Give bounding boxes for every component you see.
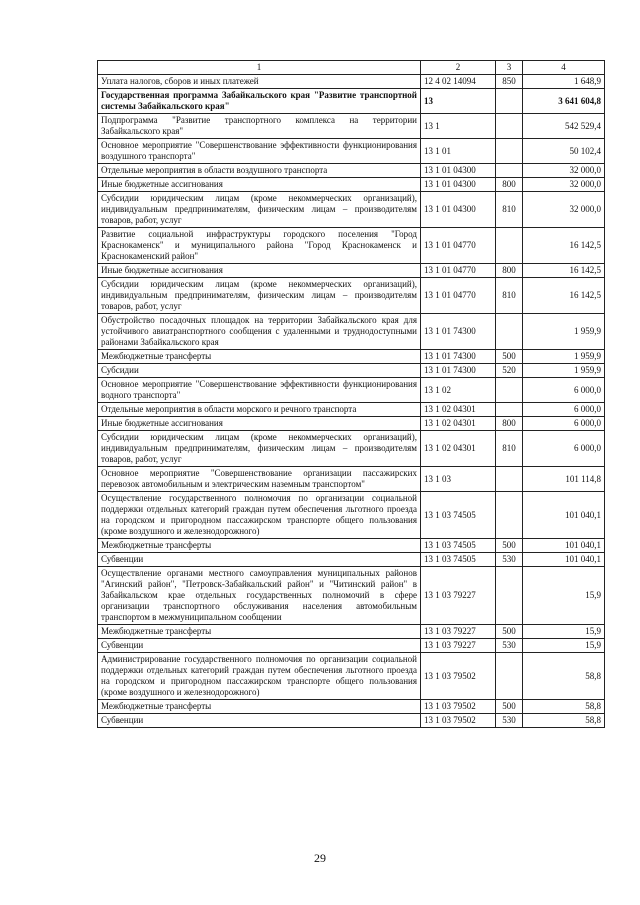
table-row (98, 417, 605, 431)
row-name-cell: Отдельные мероприятия в области воздушного транспорта (98, 164, 421, 178)
row-code-cell: 13 (421, 89, 496, 114)
row-expense-type-cell (496, 228, 523, 264)
row-amount-cell: 15,9 (523, 567, 605, 625)
table-row (98, 403, 605, 417)
row-amount-cell: 16 142,5 (523, 264, 605, 278)
row-name-cell: Развитие социальной инфраструктуры городского поселения "Город Краснокаменск" и муниципального района "Город Краснокаменск и Краснокаменский район" (98, 228, 421, 264)
row-expense-type-cell: 500 (496, 539, 523, 553)
row-name-cell: Осуществление государственного полномочия по организации социальной поддержки отдельных категорий граждан путем обеспечения льготного проезда на городском и пригородном пассажирском транспорте общего пользования (кроме воздушного и железнодорожного) (98, 492, 421, 539)
row-code-cell: 13 1 02 04301 (421, 417, 496, 431)
row-expense-type-cell (496, 653, 523, 700)
row-amount-cell: 6 000,0 (523, 417, 605, 431)
row-amount-cell: 6 000,0 (523, 403, 605, 417)
row-amount-cell: 50 102,4 (523, 139, 605, 164)
table-row (98, 567, 605, 625)
row-code-cell: 13 1 03 74505 (421, 553, 496, 567)
row-expense-type-cell: 500 (496, 350, 523, 364)
row-amount-cell: 32 000,0 (523, 192, 605, 228)
table-row (98, 639, 605, 653)
row-amount-cell: 15,9 (523, 639, 605, 653)
table-row (98, 625, 605, 639)
table-row (98, 714, 605, 728)
header-col-name: 1 (98, 61, 421, 75)
row-name-cell: Иные бюджетные ассигнования (98, 417, 421, 431)
row-expense-type-cell: 810 (496, 192, 523, 228)
row-expense-type-cell (496, 164, 523, 178)
row-name-cell: Обустройство посадочных площадок на территории Забайкальского края для устойчивого авиатранспортного сообщения с удаленными и труднодоступными районами Забайкальского края (98, 314, 421, 350)
row-code-cell: 13 1 01 04300 (421, 192, 496, 228)
row-code-cell: 13 1 03 79227 (421, 639, 496, 653)
row-amount-cell: 101 114,8 (523, 467, 605, 492)
row-amount-cell: 6 000,0 (523, 431, 605, 467)
row-amount-cell: 58,8 (523, 653, 605, 700)
row-amount-cell: 15,9 (523, 625, 605, 639)
table-row (98, 278, 605, 314)
table-row (98, 553, 605, 567)
table-body (98, 75, 605, 728)
row-name-cell: Субвенции (98, 714, 421, 728)
row-expense-type-cell: 800 (496, 178, 523, 192)
table-row (98, 139, 605, 164)
row-name-cell: Субсидии юридическим лицам (кроме некоммерческих организаций), индивидуальным предпринимателям, физическим лицам – производителям товаров, работ, услуг (98, 192, 421, 228)
budget-table (97, 60, 605, 728)
row-amount-cell: 101 040,1 (523, 492, 605, 539)
row-name-cell: Отдельные мероприятия в области морского и речного транспорта (98, 403, 421, 417)
table-row (98, 314, 605, 350)
row-code-cell: 13 1 01 04300 (421, 164, 496, 178)
row-expense-type-cell (496, 492, 523, 539)
row-code-cell: 13 1 01 74300 (421, 364, 496, 378)
row-code-cell: 13 1 03 79502 (421, 653, 496, 700)
row-code-cell: 13 1 03 74505 (421, 539, 496, 553)
row-amount-cell: 1 959,9 (523, 314, 605, 350)
row-expense-type-cell: 810 (496, 278, 523, 314)
row-name-cell: Иные бюджетные ассигнования (98, 178, 421, 192)
table-row (98, 264, 605, 278)
row-expense-type-cell: 530 (496, 553, 523, 567)
row-name-cell: Администрирование государственного полномочия по организации социальной поддержки отдельных категорий граждан путем обеспечения льготного проезда на городском и пригородном пассажирском транспорте общего пользования (кроме воздушного и железнодорожного) (98, 653, 421, 700)
row-expense-type-cell (496, 314, 523, 350)
table-row (98, 653, 605, 700)
table-row (98, 192, 605, 228)
table-row (98, 700, 605, 714)
row-amount-cell: 542 529,4 (523, 114, 605, 139)
row-amount-cell: 1 959,9 (523, 350, 605, 364)
row-name-cell: Субсидии юридическим лицам (кроме некоммерческих организаций), индивидуальным предпринимателям, физическим лицам – производителям товаров, работ, услуг (98, 278, 421, 314)
row-expense-type-cell: 800 (496, 417, 523, 431)
row-amount-cell: 101 040,1 (523, 553, 605, 567)
row-amount-cell: 1 959,9 (523, 364, 605, 378)
row-amount-cell: 101 040,1 (523, 539, 605, 553)
row-code-cell: 13 1 02 04301 (421, 403, 496, 417)
row-name-cell: Основное мероприятие "Совершенствование эффективности функционирования воздушного транспорта" (98, 139, 421, 164)
row-amount-cell: 32 000,0 (523, 178, 605, 192)
row-name-cell: Основное мероприятие "Совершенствование организации пассажирских перевозок автомобильным и электрическим наземным транспортом" (98, 467, 421, 492)
row-expense-type-cell: 530 (496, 639, 523, 653)
row-amount-cell: 6 000,0 (523, 378, 605, 403)
table-row (98, 378, 605, 403)
row-name-cell: Субсидии (98, 364, 421, 378)
row-code-cell: 12 4 02 14094 (421, 75, 496, 89)
row-amount-cell: 16 142,5 (523, 228, 605, 264)
table-row (98, 364, 605, 378)
row-amount-cell: 1 648,9 (523, 75, 605, 89)
row-expense-type-cell (496, 89, 523, 114)
row-expense-type-cell (496, 467, 523, 492)
row-expense-type-cell (496, 567, 523, 625)
table-row (98, 114, 605, 139)
table-row (98, 492, 605, 539)
row-name-cell: Иные бюджетные ассигнования (98, 264, 421, 278)
row-expense-type-cell (496, 139, 523, 164)
row-amount-cell: 58,8 (523, 700, 605, 714)
row-name-cell: Межбюджетные трансферты (98, 700, 421, 714)
row-code-cell: 13 1 01 74300 (421, 314, 496, 350)
table-row (98, 350, 605, 364)
row-code-cell: 13 1 (421, 114, 496, 139)
header-col-amount: 4 (523, 61, 605, 75)
row-amount-cell: 58,8 (523, 714, 605, 728)
row-name-cell: Основное мероприятие "Совершенствование эффективности функционирования водного транспорта" (98, 378, 421, 403)
row-code-cell: 13 1 01 04770 (421, 278, 496, 314)
row-code-cell: 13 1 01 04770 (421, 264, 496, 278)
row-code-cell: 13 1 03 79502 (421, 700, 496, 714)
row-name-cell: Межбюджетные трансферты (98, 625, 421, 639)
row-name-cell: Субсидии юридическим лицам (кроме некоммерческих организаций), индивидуальным предпринимателям, физическим лицам – производителям товаров, работ, услуг (98, 431, 421, 467)
table-row (98, 539, 605, 553)
row-expense-type-cell (496, 403, 523, 417)
row-name-cell: Субвенции (98, 639, 421, 653)
row-code-cell: 13 1 03 74505 (421, 492, 496, 539)
row-expense-type-cell: 810 (496, 431, 523, 467)
row-code-cell: 13 1 03 (421, 467, 496, 492)
row-name-cell: Субвенции (98, 553, 421, 567)
row-expense-type-cell: 850 (496, 75, 523, 89)
row-expense-type-cell (496, 114, 523, 139)
row-code-cell: 13 1 03 79502 (421, 714, 496, 728)
header-col-code: 2 (421, 61, 496, 75)
table-row (98, 431, 605, 467)
table-row (98, 89, 605, 114)
row-code-cell: 13 1 01 04300 (421, 178, 496, 192)
table-header-row (98, 61, 605, 75)
row-code-cell: 13 1 01 04770 (421, 228, 496, 264)
row-expense-type-cell: 500 (496, 625, 523, 639)
row-name-cell: Межбюджетные трансферты (98, 539, 421, 553)
row-amount-cell: 16 142,5 (523, 278, 605, 314)
row-amount-cell: 32 000,0 (523, 164, 605, 178)
table-row (98, 75, 605, 89)
table-row (98, 467, 605, 492)
row-expense-type-cell (496, 378, 523, 403)
row-name-cell: Уплата налогов, сборов и иных платежей (98, 75, 421, 89)
row-code-cell: 13 1 01 74300 (421, 350, 496, 364)
row-name-cell: Государственная программа Забайкальского края "Развитие транспортной системы Забайкальского края" (98, 89, 421, 114)
header-col-vr: 3 (496, 61, 523, 75)
row-expense-type-cell: 500 (496, 700, 523, 714)
row-amount-cell: 3 641 604,8 (523, 89, 605, 114)
row-expense-type-cell: 530 (496, 714, 523, 728)
row-code-cell: 13 1 03 79227 (421, 567, 496, 625)
page-number: 29 (314, 851, 326, 865)
table-row (98, 164, 605, 178)
row-code-cell: 13 1 02 (421, 378, 496, 403)
row-name-cell: Подпрограмма "Развитие транспортного комплекса на территории Забайкальского края" (98, 114, 421, 139)
table-row (98, 178, 605, 192)
row-expense-type-cell: 520 (496, 364, 523, 378)
row-code-cell: 13 1 02 04301 (421, 431, 496, 467)
table-row (98, 228, 605, 264)
row-name-cell: Осуществление органами местного самоуправления муниципальных районов "Агинский район", "Петровск-Забайкальский район" и "Читинский район" в Забайкальском крае отдельных государственных полномочий в сфере организации транспортного обслуживания населения автомобильным транспортом в межмуниципальном сообщении (98, 567, 421, 625)
row-code-cell: 13 1 03 79227 (421, 625, 496, 639)
row-code-cell: 13 1 01 (421, 139, 496, 164)
row-name-cell: Межбюджетные трансферты (98, 350, 421, 364)
row-expense-type-cell: 800 (496, 264, 523, 278)
